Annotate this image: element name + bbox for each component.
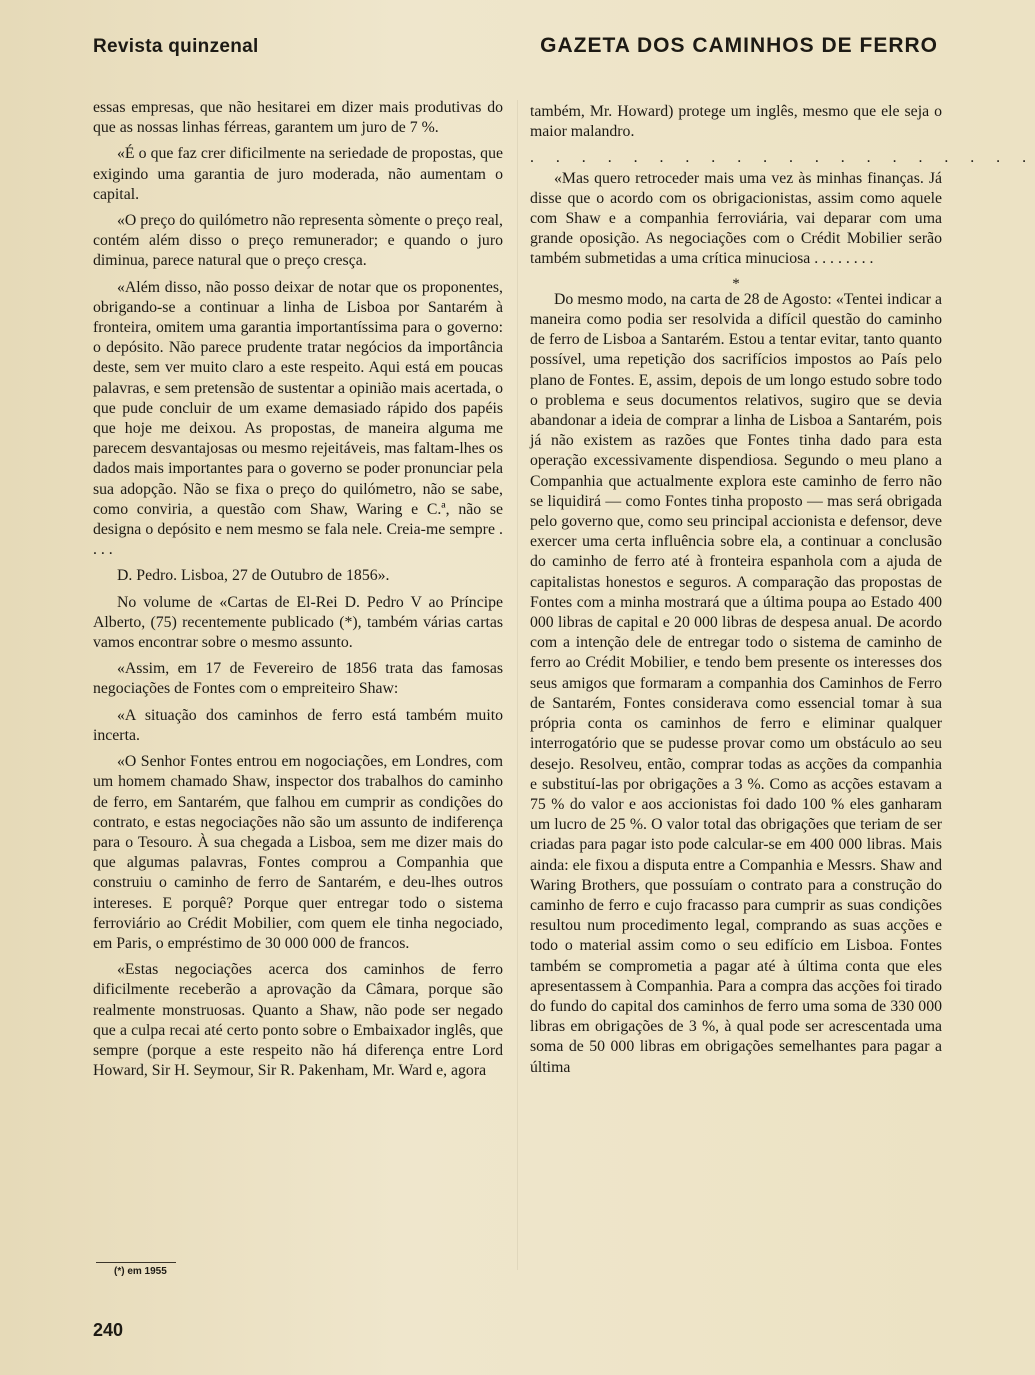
ellipsis-line: . . . . . . . . . . . . . . . . . . . . <box>530 149 1035 167</box>
left-column <box>93 98 503 1087</box>
paragraph: «Mas quero retroceder mais uma vez às minhas finanças. Já disse que o acordo com os obrigacionistas, assim como aquele com Shaw e a companhia ferroviária, vai deparar com uma grande oposição. As negociações com o Crédit Mobilier serão também submetidas a uma crítica minuciosa . . . . . . . . <box>530 169 942 268</box>
paragraph: «O preço do quilómetro não representa sòmente o preço real, contém além disso o preço remunerador; e quando o juro diminua, parece natural que o preço cresça. <box>93 212 503 270</box>
paragraph: «Estas negociações acerca dos caminhos de ferro dificilmente receberão a aprovação da Câmara, porque são realmente monstruosas. Quanto a Shaw, não pode ser negado que a culpa recai até certo ponto sobre o Embaixador inglês, que sempre (porque a este respeito não há diferença entre Lord Howard, Sir H. Seymour, Sir R. Pakenham, Mr. Ward e, agora <box>93 961 503 1080</box>
journal-title: GAZETA DOS CAMINHOS DE FERRO <box>540 34 938 57</box>
paragraph: «Assim, em 17 de Fevereiro de 1856 trata das famosas negociações de Fontes com o empreiteiro Shaw: <box>93 660 503 698</box>
paragraph: «O Senhor Fontes entrou em nogociações, em Londres, com um homem chamado Shaw, inspector dos trabalhos do caminho de ferro, em Santarém, que falhou em cumprir as condições do contrato, e estas negociações não são um assunto de indiferença para o Tesouro. À sua chegada a Lisboa, sem me dizer mais do que algumas palavras, Fontes comprou a Companhia que construiu o caminho de ferro de Santarém, e deu-lhes outros intereses. E porquê? Porque quer entregar todo o sistema ferroviário ao Crédit Mobilier, com quem ele tinha negociado, em Paris, o empréstimo de 30 000 000 de francos. <box>93 753 503 952</box>
paragraph: também, Mr. Howard) protege um inglês, mesmo que ele seja o maior malandro. <box>530 103 942 141</box>
page-number: 240 <box>93 1320 124 1340</box>
right-column <box>530 102 1035 1084</box>
paragraph: «É o que faz crer dificilmente na seriedade de propostas, que exigindo uma garantia de juro moderada, não aumentam o capital. <box>93 145 503 203</box>
footnote-rule <box>96 1262 176 1263</box>
section-asterisk: * <box>732 275 740 292</box>
signature-line: D. Pedro. Lisboa, 27 de Outubro de 1856». <box>117 567 390 585</box>
paragraph: «A situação dos caminhos de ferro está também muito incerta. <box>93 706 503 744</box>
paragraph: Do mesmo modo, na carta de 28 de Agosto: «Tentei indicar a maneira como podia ser resolvida a difícil questão do caminho de ferro de Lisboa a Santarém. Estou a tentar evitar, tanto quanto possível, uma repetição dos sacrifícios impostos ao País pelo plano de Fontes. E, assim, depois de um longo estudo sobre todo o problema e seus documentos relativos, sugiro que se devia abandonar a ideia de comprar a linha de Lisboa a Santarém, pois já não existem as razões que Fontes tinha dado para esta operação excessivamente dispendiosa. Segundo o meu plano a Companhia que actualmente explora este caminho de ferro não se liquidirá — como Fontes tinha proposto — mas será obrigada pelo governo que, como seu principal accionista e defensor, deve exercer uma certa influência sobre ela, a continuar a conclusão do caminho de ferro até à fronteira espanhola com a ajuda de capitalistas honestos e seguros. A comparação das propostas de Fontes com a minha mostrará que a última poupa ao Estado 400 000 libras de capital e 20 000 libras de despesa anual. De acordo com a intenção dele de entregar todo o sistema de caminho de ferro ao Crédit Mobilier, e tendo bem presente os interesses dos seus amigos que formaram a companhia dos Caminhos de Ferro de Santarém, Fontes considerava como essencial tomar à sua própria conta os caminhos de ferro e eliminar qualquer interrogatório que se pudesse provar como um obstáculo ao seu desejo. Resolveu, então, comprar todas as acções da companhia e substituí-las por obrigações a 3 %. Como as acções estavam a 75 % do valor e aos accionistas foi dado 100 % eles ganharam um lucro de 25 %. O valor total das obrigações que teriam de ser criadas para pagar isto pode calcular-se em 400 000 libras. Mais ainda: ele fixou a disputa entre a Companhia e Messrs. Shaw and Waring Brothers, que possuíam o contrato para a construção do caminho de ferro e cujo fracasso para cumprir as suas condições resultou num procedimento legal, comprando as suas acções e todo o material assim como o seu edifício em Lisboa. Fontes também se comprometia a pagar até à última conta que eles apresentassem à Companhia. Para a compra das acções foi tirado do fundo do capital dos caminhos de ferro uma soma de 330 000 libras em obrigações de 3 %, à qual pode ser acrescentada uma soma de 50 000 libras em obrigações semelhantes para pagar a última <box>530 290 942 1076</box>
paragraph: No volume de «Cartas de El-Rei D. Pedro V ao Príncipe Alberto, (75) recentemente publicado (*), também várias cartas vamos encontrar sobre o mesmo assunto. <box>93 593 503 652</box>
footnote: (*) em 1955 <box>114 1266 167 1277</box>
column-divider <box>517 100 518 1270</box>
header-left: Revista quinzenal <box>93 36 259 57</box>
paragraph: «Além disso, não posso deixar de notar que os proponentes, obrigando-se a continuar a linha de Lisboa por Santarém à fronteira, omitem uma garantia importantíssima para o governo: o depósito. Não parece prudente tratar negócios da importância deste, sem ver muito claro a este respeito. Aqui está em poucas palavras, e sem pretensão de sustentar a opinião mais acertada, o que pude concluir de um exame demasiado rápido dos papéis que hoje me deixou. As propostas, de maneira alguma me parecem desvantajosas ou mesmo rejeitáveis, mas faltam-lhes os dados mais importantes para o governo se poder pronunciar pela sua adopção. Não se fixa o preço do quilómetro, não se sabe, como conviria, a questão com Shaw, Waring e C.ª, não se designa o depósito e nem mesmo se fala nele. Creia-me sempre . . . . <box>93 278 503 559</box>
paragraph: essas empresas, que não hesitarei em dizer mais produtivas do que as nossas linhas férreas, garantem um juro de 7 %. <box>93 99 503 137</box>
